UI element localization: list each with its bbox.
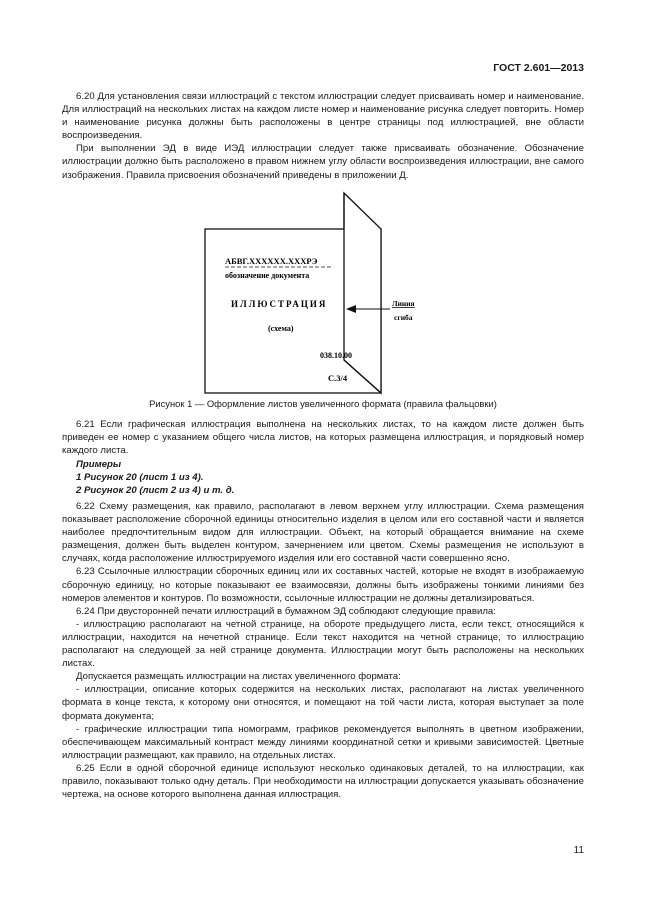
paragraph-ied-designation: При выполнении ЭД в виде ИЭД иллюстрации следует также присваивать обозначение. Обозначение иллюстрации должно быть расположено в правом нижнем углу области воспроизведения иллюстрации, вне самого изображения. Правила присвоения обозначений приведены в приложении Д. xyxy=(62,143,584,181)
sheet-number: С.3/4 xyxy=(328,373,348,383)
example-1: 1 Рисунок 20 (лист 1 из 4). xyxy=(76,472,204,484)
example-2: 2 Рисунок 20 (лист 2 из 4) и т. д. xyxy=(76,485,235,497)
paragraph-6-24: 6.24 При двусторонней печати иллюстраций в бумажном ЭД соблюдают следующие правила: xyxy=(76,605,496,617)
illustration-code: 038.10.00 xyxy=(320,351,352,360)
paragraph-6-23: 6.23 Ссылочные иллюстрации сборочных единиц или их составных частей, которые не входят в изображаемую сборочную единицу, но которые показывают ее взаимосвязи, должны быть изображены тонкими линиями без номеров элементов и контуров. По возможности, ссылочные иллюстрации не должны детализироваться. xyxy=(62,566,584,604)
fold-label-2: сгиба xyxy=(394,313,413,322)
figure-caption: Рисунок 1 — Оформление листов увеличенного формата (правила фальцовки) xyxy=(149,398,497,409)
paragraph-duplex-rule: - иллюстрацию располагают на четной странице, на обороте предыдущего листа, если текст, относящийся к иллюстрации, находится на нечетной странице. Если текст находится на четной странице, то иллюстрацию располагают на следующей за ней странице документа. Иллюстрации могут быть расположены на нескольких листах. xyxy=(62,618,584,670)
paragraph-multisheet-rule: - иллюстрации, описание которых содержится на нескольких листах, располагают на листах увеличенного формата в конце текста, к которому они относятся, и помещают на той части листа, которая выступает за поле формата документа; xyxy=(62,684,584,722)
paragraph-nomogram-rule: - графические иллюстрации типа номограмм, графиков рекомендуется выполнять в цветном изображении, обеспечивающем максимальный контраст между линиями координатной сетки и кривыми зависимостей. Цветные иллюстрации размещают, как правило, на отдельных листах. xyxy=(62,723,584,761)
illustration-title: ИЛЛЮСТРАЦИЯ xyxy=(231,299,328,309)
illustration-subtitle: (схема) xyxy=(268,324,294,333)
page-number: 11 xyxy=(573,845,584,856)
paragraph-6-22: 6.22 Схему размещения, как правило, располагают в левом верхнем углу иллюстрации. Схема размещения показывает расположение сборочной единицы относительно изделия в целом или его составной части и является наиболее предпочтительным видом для иллюстрации. Объект, на который обращается внимание на схеме размещения, должен быть выделен контуром, зачернением или цветом. Схемы размещения не используют в случаях, когда расположение иллюстрируемого изделия или его составной части совершенно ясно. xyxy=(62,501,584,565)
designation-caption: обозначение документа xyxy=(225,271,310,280)
examples-heading: Примеры xyxy=(76,459,122,471)
document-code-header: ГОСТ 2.601—2013 xyxy=(493,62,584,74)
paragraph-6-20: 6.20 Для установления связи иллюстраций с текстом иллюстрации следует присваивать номер и наименование. Для иллюстраций на нескольких листах на каждом листе номер и наименование рисунка следует повторить. Номер и наименование рисунка должны быть расположены в центре страницы под иллюстрацией, вне области воспроизведения. xyxy=(62,91,584,142)
paragraph-enlarged-format: Допускается размещать иллюстрации на листах увеличенного формата: xyxy=(76,671,401,683)
paragraph-6-21: 6.21 Если графическая иллюстрация выполнена на нескольких листах, то на каждом листе должен быть приведен ее номер с указанием общего числа листов, на которых размещена иллюстрация, и порядковый номер каждого листа. xyxy=(62,419,584,457)
middle-text-block xyxy=(62,418,584,498)
fold-label-1: Линия xyxy=(392,299,415,308)
bottom-text-block xyxy=(62,500,584,801)
paragraph-6-25: 6.25 Если в одной сборочной единице используют несколько одинаковых деталей, то на иллюстрации, как правило, показывают только одну деталь. При необходимости на иллюстрации допускается указывать обозначение чертежа, на основе которого выполнена данная иллюстрация. xyxy=(62,762,584,801)
folded-flap xyxy=(344,193,381,393)
designation-text: АБВГ.XXXXXX.XXXРЭ xyxy=(225,256,318,266)
